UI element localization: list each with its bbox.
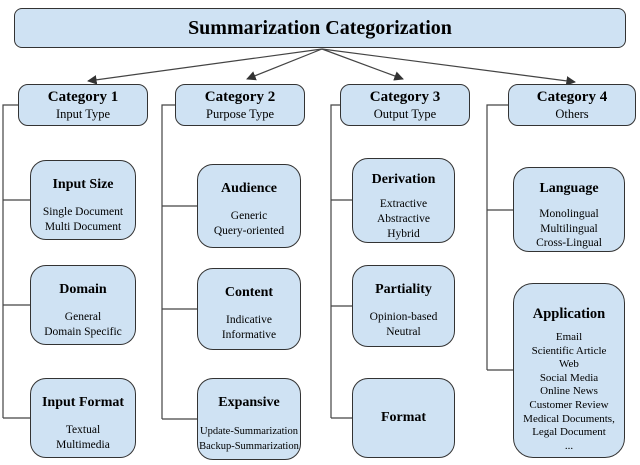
bracket-category-4 <box>487 105 513 370</box>
node-item: Online News <box>540 385 598 398</box>
node-item: Indicative <box>226 314 272 326</box>
node-input-format <box>30 378 136 458</box>
node-language <box>513 167 625 252</box>
node-items <box>370 310 438 340</box>
node-item: Update-Summarization <box>200 426 298 437</box>
node-title: Content <box>224 285 274 300</box>
arrow-to-category-1 <box>88 49 322 81</box>
node-derivation <box>352 158 455 243</box>
node-item: ... <box>564 439 574 452</box>
category-3-title: Category 3 <box>369 89 441 105</box>
node-items <box>44 310 122 340</box>
category-4-title: Category 4 <box>536 89 608 105</box>
arrow-to-category-2 <box>247 49 322 79</box>
node-title: Input Size <box>52 177 114 192</box>
node-item: Customer Review <box>529 398 609 411</box>
node-title: Audience <box>221 181 277 196</box>
node-application <box>513 283 625 458</box>
node-item: Domain Specific <box>44 326 122 338</box>
node-item: Informative <box>221 329 277 341</box>
node-title: Partiality <box>375 282 432 297</box>
node-title: Input Format <box>41 395 125 410</box>
bracket-category-2 <box>162 105 197 419</box>
node-item: General <box>64 311 102 323</box>
bracket-category-1 <box>3 105 30 418</box>
diagram-title: Summarization Categorization <box>188 16 452 39</box>
node-item: Legal Document <box>532 426 606 439</box>
node-item: Multi Document <box>44 221 122 233</box>
node-item: Social Media <box>539 371 599 384</box>
node-partiality <box>352 265 455 347</box>
node-item: Extractive <box>379 198 428 210</box>
node-item: Web <box>559 358 579 371</box>
node-items <box>222 313 276 343</box>
category-1-subtitle: Input Type <box>55 107 111 121</box>
category-3-subtitle: Output Type <box>373 107 437 121</box>
node-input-size <box>30 160 136 240</box>
arrow-to-category-3 <box>322 49 403 79</box>
category-1-box <box>18 84 148 126</box>
node-item: Monolingual <box>539 208 599 220</box>
node-title: Application <box>532 306 606 322</box>
node-items <box>56 423 110 453</box>
category-2-subtitle: Purpose Type <box>206 107 274 121</box>
node-title: Format <box>380 410 427 425</box>
node-item: Email <box>555 331 583 343</box>
category-4-subtitle: Others <box>555 107 589 121</box>
node-item: Multimedia <box>56 439 110 451</box>
node-domain <box>30 265 136 345</box>
category-3-box <box>340 84 470 126</box>
node-items <box>523 331 615 453</box>
bracket-category-3 <box>331 105 352 418</box>
node-title: Domain <box>59 282 107 297</box>
node-item: Multilingual <box>540 222 598 235</box>
node-item: Opinion-based <box>369 311 438 323</box>
node-items <box>536 207 602 251</box>
node-audience <box>197 164 301 248</box>
node-item: Abstractive <box>376 213 430 225</box>
node-title: Language <box>539 181 599 196</box>
node-item: Query-oriented <box>213 225 285 237</box>
arrow-to-category-4 <box>322 49 575 82</box>
diagram-root-box <box>14 8 626 48</box>
node-items <box>43 205 123 235</box>
node-expansive <box>197 378 301 460</box>
node-format <box>352 378 455 458</box>
category-1-title: Category 1 <box>47 89 119 105</box>
category-4-box <box>508 84 636 126</box>
node-item: Medical Documents, <box>523 412 615 425</box>
node-item: Generic <box>230 210 268 222</box>
node-item: Single Document <box>42 206 124 218</box>
node-items <box>214 209 284 239</box>
node-content <box>197 268 301 350</box>
node-items <box>199 424 299 454</box>
node-item: Backup-Summarization <box>199 441 299 452</box>
node-item: Hybrid <box>387 228 420 240</box>
node-title: Derivation <box>371 172 436 187</box>
node-items <box>377 197 430 242</box>
node-item: Neutral <box>386 326 421 338</box>
category-2-title: Category 2 <box>204 89 276 105</box>
node-item: Scientific Article <box>531 344 607 357</box>
node-item: Textual <box>65 424 101 436</box>
node-title: Expansive <box>218 395 280 410</box>
category-2-box <box>175 84 305 126</box>
node-item: Cross-Lingual <box>536 237 602 249</box>
